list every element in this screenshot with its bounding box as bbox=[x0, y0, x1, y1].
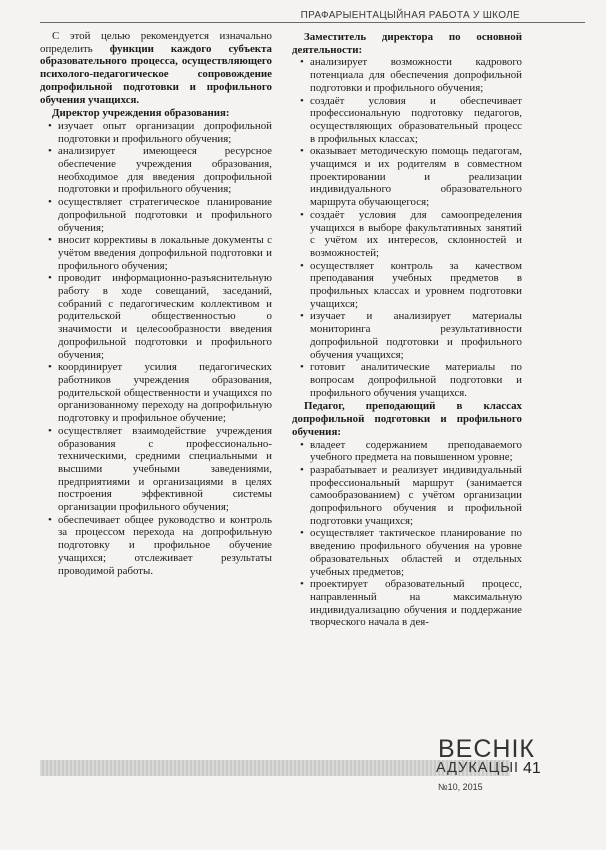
running-header: ПРАФАРЫЕНТАЦЫЙНАЯ РАБОТА У ШКОЛЕ bbox=[300, 10, 520, 21]
intro-bold-text: функции каждого субъекта образовательного процесса, осуществляющего психолого-педагогическое сопровождение допрофильной подготовки и профильного обучения учащихся. bbox=[40, 42, 272, 106]
list-item: • анализирует возможности кадрового потенциала для обеспечения допрофильной подготовки и профильного обучения; bbox=[292, 56, 522, 94]
list-item: • готовит аналитические материалы по вопросам допрофильной подготовки и профильного обучения учащихся. bbox=[292, 361, 522, 399]
header-rule bbox=[40, 22, 585, 23]
list-item: • осуществляет контроль за качеством преподавания учебных предметов в профильных классах и уровнем подготовки учащихся; bbox=[292, 260, 522, 311]
list-item: • осуществляет взаимодействие учреждения образования с профессионально-техническими, средними специальными и высшими учебными заведениями, предприятиями и организациями в целях построения эффективной системы организации профильного обучения; bbox=[40, 425, 272, 514]
list-item: • анализирует имеющееся ресурсное обеспечение учреждения образования, необходимое для введения допрофильной подготовки и профильного обучения; bbox=[40, 145, 272, 196]
list-item: • осуществляет стратегическое планирование допрофильной подготовки и профильного обучения; bbox=[40, 196, 272, 234]
director-duties-list bbox=[40, 120, 272, 577]
journal-logo-bottom: АДУКАЦЫІ bbox=[436, 760, 520, 776]
list-item: • координирует усилия педагогических работников учреждения образования, родительской общественности и учащихся по организованному переходу на допрофильную подготовку и профильное обучение; bbox=[40, 361, 272, 425]
list-item: • изучает опыт организации допрофильной подготовки и профильного обучения; bbox=[40, 120, 272, 145]
list-item: • проводит информационно-разъяснительную работу в ходе совещаний, заседаний, собраний с педагогическим коллективом и родительской общественностью о значимости и целесообразности введения допрофильной подготовки и профильного обучения; bbox=[40, 272, 272, 361]
list-item: • осуществляет тактическое планирование по введению профильного обучения на уровне образовательных областей и отдельных учебных предметов; bbox=[292, 527, 522, 578]
list-item: • владеет содержанием преподаваемого учебного предмета на повышенном уровне; bbox=[292, 439, 522, 464]
deputy-heading: Заместитель директора по основной деятельности: bbox=[292, 31, 522, 56]
intro-paragraph bbox=[40, 30, 272, 106]
teacher-duties-list bbox=[292, 439, 522, 630]
director-heading: Директор учреждения образования: bbox=[52, 107, 230, 120]
page-number: 41 bbox=[523, 760, 541, 777]
deputy-duties-list bbox=[292, 56, 522, 399]
list-item: • создаёт условия для самоопределения учащихся в выборе факультативных занятий с учётом их интересов, склонностей и возможностей; bbox=[292, 209, 522, 260]
left-column bbox=[40, 30, 272, 577]
right-column bbox=[292, 30, 522, 629]
list-item: • создаёт условия и обеспечивает профессиональную подготовку педагогов, осуществляющих образовательный процесс в профильных классах; bbox=[292, 95, 522, 146]
list-item: • проектирует образовательный процесс, направленный на максимальную индивидуализацию обучения и поддержание творческого начала в дея- bbox=[292, 578, 522, 629]
journal-logo-top: ВЕСНІК bbox=[438, 735, 535, 763]
list-item: • вносит коррективы в локальные документы с учётом введения допрофильной подготовки и профильного обучения; bbox=[40, 234, 272, 272]
issue-number: №10, 2015 bbox=[438, 782, 483, 792]
intro-plain-text: С этой целью рекомендуется изначально определить bbox=[40, 30, 272, 55]
list-item: • разрабатывает и реализует индивидуальный профессиональный маршрут (занимается самообразованием) с учётом организации допрофильного обучения и профильной подготовки учащихся; bbox=[292, 464, 522, 528]
list-item: • обеспечивает общее руководство и контроль за процессом перехода на допрофильную подготовку и профильное обучение учащихся; отслеживает результаты проводимой работы. bbox=[40, 514, 272, 578]
list-item: • изучает и анализирует материалы мониторинга результативности допрофильной подготовки и профильного обучения учащихся; bbox=[292, 310, 522, 361]
list-item: • оказывает методическую помощь педагогам, учащимся и их родителям в совместном проектировании и реализации индивидуального образовательного маршрута обучающегося; bbox=[292, 145, 522, 209]
teacher-heading: Педагог, преподающий в классах допрофильной подготовки и профильного обучения: bbox=[292, 400, 522, 438]
